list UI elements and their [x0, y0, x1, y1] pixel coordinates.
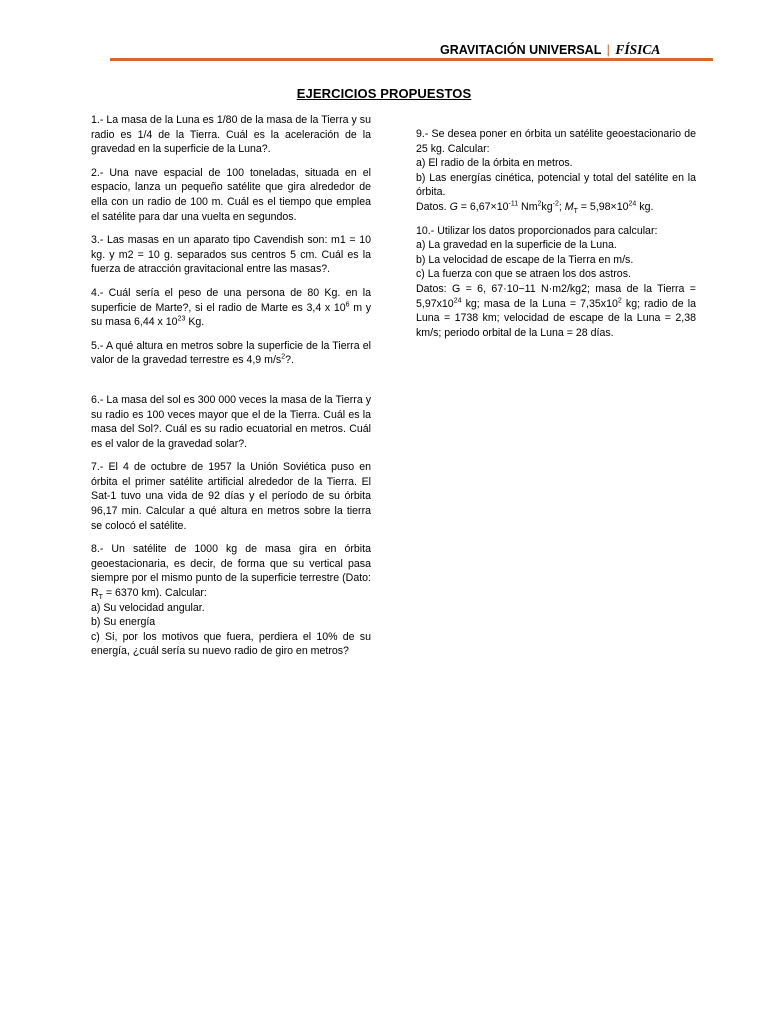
exercise-6: 6.- La masa del sol es 300 000 veces la masa de la Tierra y su radio es 100 veces mayor que el de la Tierra. Cuál es la masa del Sol?. Cuál es su radio ecuatorial en metros. Cuál es el valor de la gravedad solar?.: [91, 393, 371, 450]
exercise-10-c: c) La fuerza con que se atraen los dos astros.: [416, 268, 631, 281]
exercise-10-exp2: 2: [617, 297, 622, 304]
exercise-10-intro: 10.- Utilizar los datos proporcionados para calcular:: [416, 224, 658, 237]
exercise-10-datos-b: kg; masa de la Luna = 7,35x10: [461, 297, 618, 310]
exercise-10-b: b) La velocidad de escape de la Tierra en m/s.: [416, 253, 634, 266]
exercise-9-datos: [416, 200, 696, 215]
exercise-4-exp1: 6: [345, 301, 350, 308]
exercise-4-text-a: 4.- Cuál sería el peso de una persona de 80 Kg. en la superficie de Marte?, si el radio de Marte es 3,4 x 10: [91, 286, 371, 314]
exercise-9-datos-f: = 5,98×10: [577, 200, 629, 213]
exercise-10: [416, 224, 696, 341]
exercise-2: 2.- Una nave espacial de 100 toneladas, situada en el espacio, lanza un pequeño satélite que gira alrededor de ella con un radio de 100 m. Cuál es el tiempo que emplea el satélite para dar una vuelta en segundos.: [91, 166, 371, 223]
exercise-9-m: M: [564, 200, 574, 213]
exercise-8-intro-b: = 6370 km). Calcular:: [102, 587, 207, 600]
exercise-9-exp1: -11: [508, 200, 519, 208]
header-rule: [110, 58, 713, 61]
exercise-9-exp3: -2: [552, 200, 559, 208]
header-separator: |: [606, 43, 610, 57]
exercise-10-datos-a: Datos: G = 6, 67·10−11 N·m2/kg2; masa de la Tierra = 5,97x10: [416, 282, 696, 310]
exercise-1: 1.- La masa de la Luna es 1/80 de la masa de la Tierra y su radio es 1/4 de la Tierra. Cuál es la aceleración de la gravedad en la superficie de la Luna?.: [91, 114, 371, 156]
header-section: GRAVITACIÓN UNIVERSAL: [440, 43, 602, 57]
left-column: [91, 113, 371, 668]
exercise-9-datos-g: kg.: [636, 200, 654, 213]
exercise-8-intro-a: 8.- Un satélite de 1000 kg de masa gira en órbita geoestacionaria, es decir, de forma que su vertical pasa siempre por el mismo punto de la superficie terrestre (Dato: R: [91, 543, 371, 600]
exercise-4-text-c: Kg.: [185, 316, 205, 329]
exercise-9-datos-e: ;: [558, 200, 565, 213]
exercise-7: 7.- El 4 de octubre de 1957 la Unión Soviética puso en órbita el primer satélite artificial alrededor de la Tierra. El Sat-1 tuvo una vida de 92 días y el período de su órbita 96,17 min. Calcular a qué altura en metros sobre la tierra se colocó el satélite.: [91, 461, 371, 532]
header-subject: FÍSICA: [615, 42, 661, 57]
exercise-9-exp2: 2: [537, 200, 542, 208]
exercise-10-a: a) La gravedad en la superficie de la Luna.: [416, 239, 617, 252]
exercise-10-exp1: 24: [453, 297, 462, 304]
exercise-9-datos-b: = 6,67×10: [457, 200, 509, 213]
exercise-4: [91, 286, 371, 330]
exercise-8-intro: [91, 543, 371, 602]
page-title: EJERCICIOS PROPUESTOS: [296, 86, 472, 101]
exercise-9-datos-c: Nm: [518, 200, 538, 213]
exercise-5-exp: 2: [281, 353, 286, 361]
exercise-9: [416, 127, 696, 215]
exercise-9-b: b) Las energías cinética, potencial y total del satélite en la órbita.: [416, 171, 696, 199]
exercise-9-datos-a: Datos.: [416, 200, 450, 213]
exercise-10-datos-c: kg; radio de la Luna = 1738 km; velocidad de escape de la Luna = 2,38 km/s; periodo orbital de la Luna = 28 días.: [416, 297, 696, 339]
exercise-9-a: a) El radio de la órbita en metros.: [416, 157, 573, 170]
exercise-9-sub: T: [573, 208, 578, 216]
exercise-8: [91, 542, 371, 659]
exercise-5-text-b: ?.: [285, 354, 294, 367]
exercise-4-exp2: 23: [177, 315, 186, 323]
exercise-5: [91, 339, 371, 368]
right-column: [416, 127, 696, 349]
exercise-5-text-a: 5.- A qué altura en metros sobre la superficie de la Tierra el valor de la gravedad terrestre es 4,9 m/s: [91, 339, 371, 367]
exercise-8-c: c) Si, por los motivos que fuera, perdiera el 10% de su energía, ¿cuál sería su nuevo radio de giro en metros?: [91, 630, 371, 658]
exercise-9-exp4: 24: [628, 200, 637, 208]
exercise-4-text-b: m y su masa 6,44 x 10: [91, 301, 371, 329]
exercise-9-g: G: [449, 200, 458, 213]
exercise-8-a: a) Su velocidad angular.: [91, 601, 205, 614]
exercise-3: 3.- Las masas en un aparato tipo Cavendish son: m1 = 10 kg. y m2 = 10 g. separados sus centros 5 cm. Cuál es la fuerza de atracción gravitacional entre las masas?.: [91, 234, 371, 276]
exercise-9-intro: 9.- Se desea poner en órbita un satélite geoestacionario de 25 kg. Calcular:: [416, 128, 696, 155]
exercise-10-datos: [416, 283, 696, 339]
exercise-9-datos-d: kg: [541, 200, 553, 213]
exercise-8-b: b) Su energía: [91, 616, 156, 629]
exercise-8-sub: T: [98, 594, 103, 602]
